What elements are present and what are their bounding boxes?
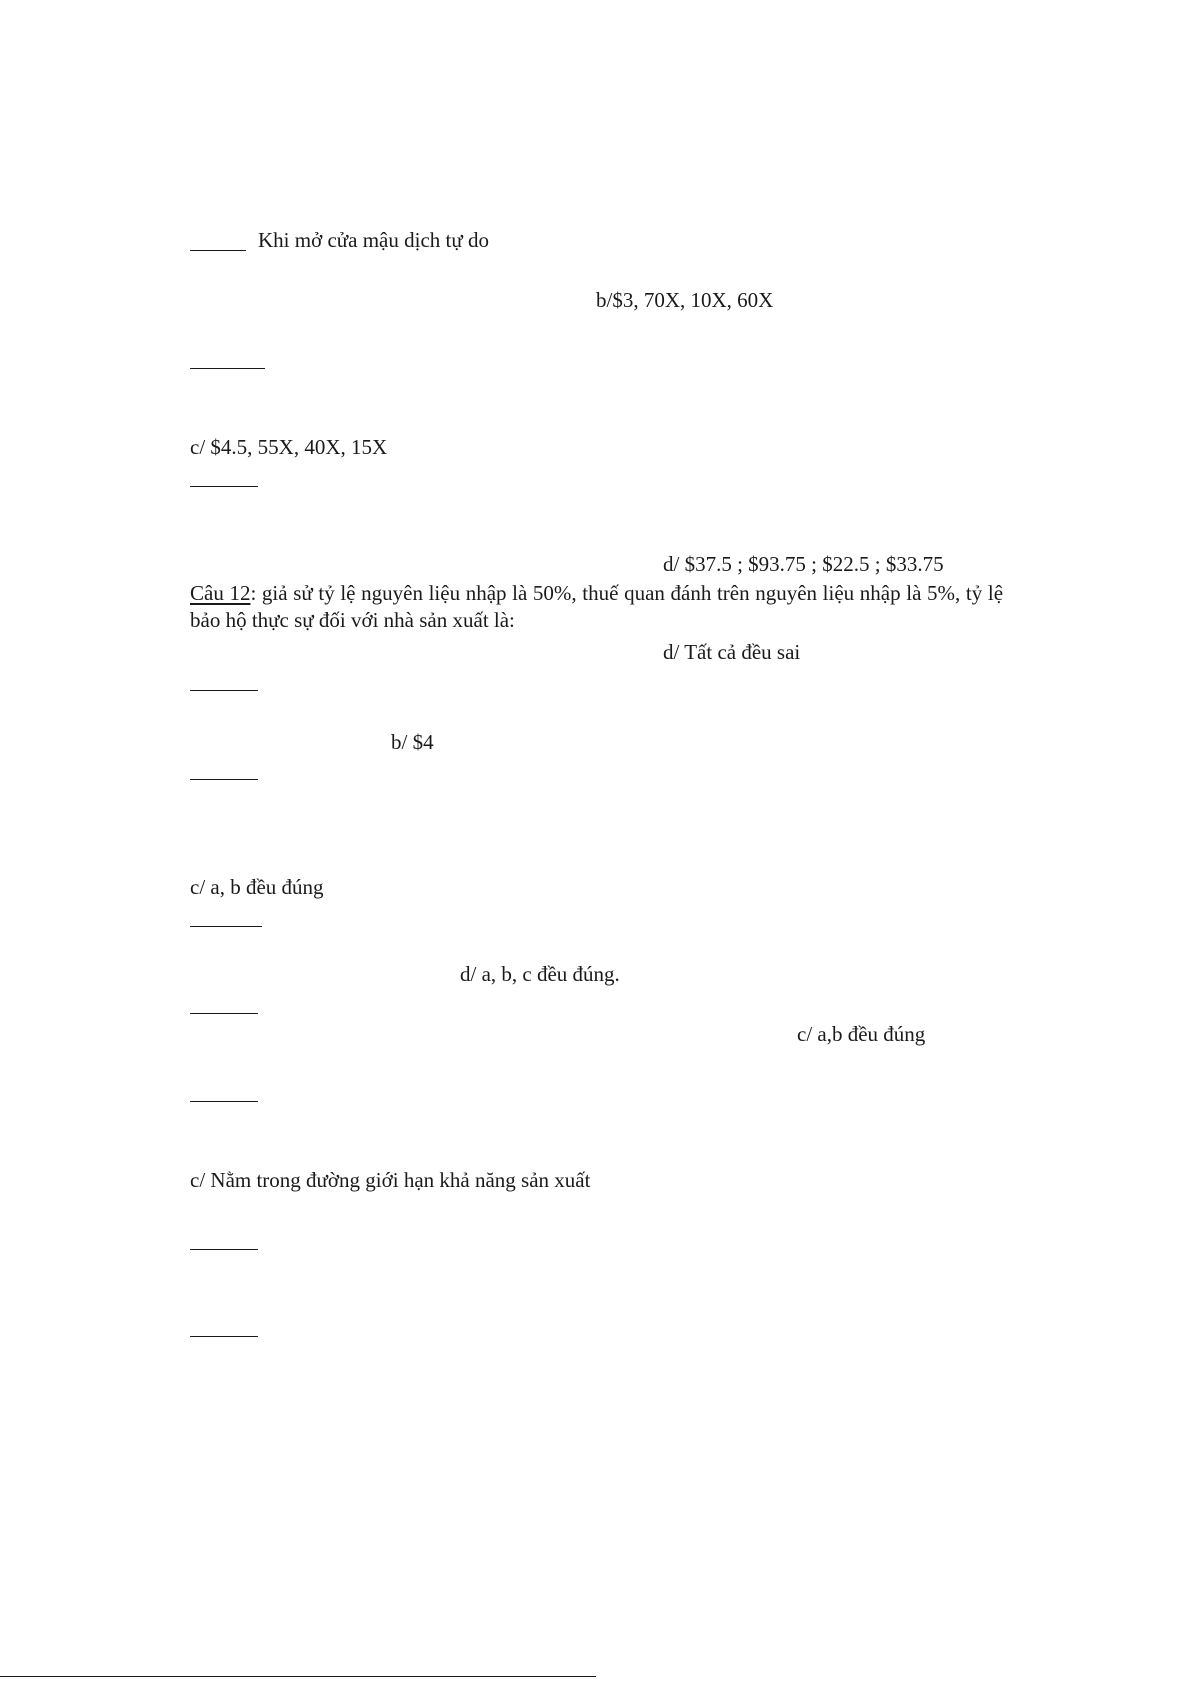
blank-rule <box>190 486 258 487</box>
answer-c-ab-2: c/ a,b đều đúng <box>797 1022 926 1046</box>
blank-rule <box>190 250 246 251</box>
answer-c-ab: c/ a, b đều đúng <box>190 875 324 899</box>
question-12 <box>190 580 1003 634</box>
blank-rule <box>190 1249 258 1250</box>
blank-rule <box>190 1013 258 1014</box>
text-line-free-trade: Khi mở cửa mậu dịch tự do <box>258 228 489 252</box>
answer-c: c/ $4.5, 55X, 40X, 15X <box>190 435 388 459</box>
blank-rule <box>190 779 258 780</box>
answer-d-abc: d/ a, b, c đều đúng. <box>460 962 620 986</box>
answer-d: d/ $37.5 ; $93.75 ; $22.5 ; $33.75 <box>663 552 944 576</box>
blank-rule <box>190 368 265 369</box>
answer-d-all-wrong: d/ Tất cả đều sai <box>663 640 801 664</box>
answer-b: b/$3, 70X, 10X, 60X <box>596 288 774 312</box>
blank-rule <box>190 1101 258 1102</box>
blank-rule <box>190 690 258 691</box>
blank-rule <box>190 1336 258 1337</box>
answer-b-4: b/ $4 <box>391 730 434 754</box>
footnote-separator <box>0 1676 596 1677</box>
blank-rule <box>190 926 262 927</box>
answer-c-ppf: c/ Nằm trong đường giới hạn khả năng sản xuất <box>190 1168 591 1192</box>
question-12-text: : giả sử tỷ lệ nguyên liệu nhập là 50%, thuế quan đánh trên nguyên liệu nhập là 5%, tỷ lệ bảo hộ thực sự đối với nhà sản xuất là: <box>190 581 1004 632</box>
question-12-label: Câu 12 <box>190 581 251 605</box>
